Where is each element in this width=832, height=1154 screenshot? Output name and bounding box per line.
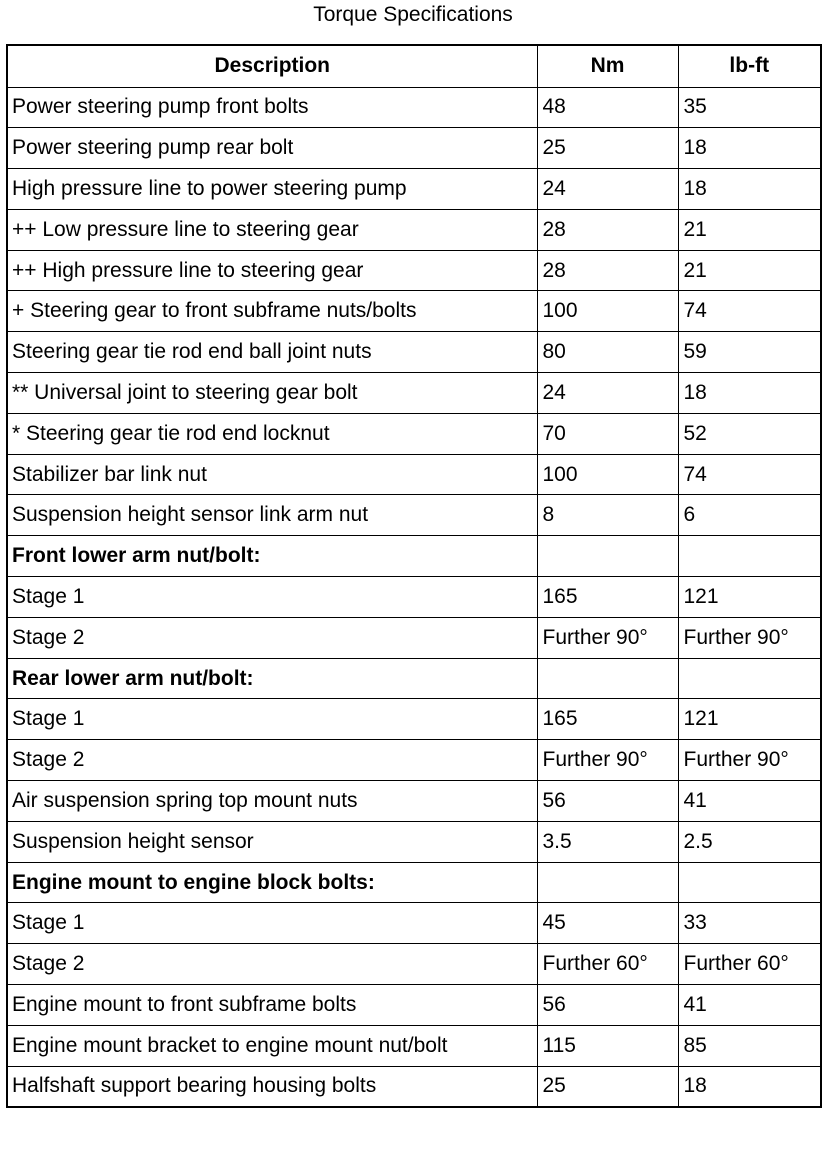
nm-cell: 3.5 <box>537 821 678 862</box>
lbft-cell: 121 <box>678 699 821 740</box>
table-row <box>7 1066 821 1107</box>
table-row <box>7 291 821 332</box>
description-cell: Stage 2 <box>7 740 537 781</box>
table-row <box>7 781 821 822</box>
table-row <box>7 332 821 373</box>
nm-cell: 100 <box>537 291 678 332</box>
nm-cell: 24 <box>537 169 678 210</box>
table-row <box>7 821 821 862</box>
nm-cell: Further 90° <box>537 740 678 781</box>
lbft-cell <box>678 862 821 903</box>
lbft-cell: 35 <box>678 87 821 128</box>
description-cell: Stage 1 <box>7 699 537 740</box>
column-header-nm: Nm <box>537 45 678 87</box>
table-row <box>7 373 821 414</box>
nm-cell: 70 <box>537 413 678 454</box>
nm-cell <box>537 862 678 903</box>
torque-spec-table <box>6 44 822 1108</box>
lbft-cell: Further 60° <box>678 944 821 985</box>
lbft-cell: 21 <box>678 209 821 250</box>
description-cell: High pressure line to power steering pump <box>7 169 537 210</box>
description-cell: Suspension height sensor link arm nut <box>7 495 537 536</box>
nm-cell: 24 <box>537 373 678 414</box>
nm-cell: 48 <box>537 87 678 128</box>
table-title: Torque Specifications <box>313 3 513 26</box>
description-cell: Power steering pump rear bolt <box>7 128 537 169</box>
nm-cell: 56 <box>537 781 678 822</box>
lbft-cell: 21 <box>678 250 821 291</box>
table-row <box>7 903 821 944</box>
table-row <box>7 128 821 169</box>
description-cell: Stage 1 <box>7 903 537 944</box>
nm-cell: 115 <box>537 1025 678 1066</box>
description-cell: ** Universal joint to steering gear bolt <box>7 373 537 414</box>
lbft-cell: Further 90° <box>678 740 821 781</box>
description-cell: Power steering pump front bolts <box>7 87 537 128</box>
nm-cell: 165 <box>537 699 678 740</box>
nm-cell: 28 <box>537 250 678 291</box>
description-cell: Engine mount bracket to engine mount nut/bolt <box>7 1025 537 1066</box>
nm-cell <box>537 536 678 577</box>
nm-cell: 45 <box>537 903 678 944</box>
table-body <box>7 87 821 1107</box>
nm-cell: Further 60° <box>537 944 678 985</box>
table-row <box>7 617 821 658</box>
table-row <box>7 209 821 250</box>
nm-cell: 25 <box>537 1066 678 1107</box>
description-cell: Suspension height sensor <box>7 821 537 862</box>
table-row <box>7 87 821 128</box>
description-cell: Halfshaft support bearing housing bolts <box>7 1066 537 1107</box>
nm-cell: 28 <box>537 209 678 250</box>
nm-cell: 165 <box>537 577 678 618</box>
lbft-cell: 121 <box>678 577 821 618</box>
table-row <box>7 454 821 495</box>
description-cell: Engine mount to front subframe bolts <box>7 985 537 1026</box>
section-title-cell: Rear lower arm nut/bolt: <box>7 658 537 699</box>
nm-cell: 8 <box>537 495 678 536</box>
lbft-cell: 74 <box>678 454 821 495</box>
description-cell: Stage 2 <box>7 617 537 658</box>
table-row <box>7 495 821 536</box>
nm-cell: 25 <box>537 128 678 169</box>
lbft-cell: 18 <box>678 373 821 414</box>
lbft-cell: Further 90° <box>678 617 821 658</box>
table-row <box>7 250 821 291</box>
description-cell: Air suspension spring top mount nuts <box>7 781 537 822</box>
lbft-cell: 74 <box>678 291 821 332</box>
nm-cell <box>537 658 678 699</box>
table-row <box>7 985 821 1026</box>
table-row <box>7 944 821 985</box>
lbft-cell: 41 <box>678 781 821 822</box>
lbft-cell: 52 <box>678 413 821 454</box>
lbft-cell: 33 <box>678 903 821 944</box>
table-row <box>7 1025 821 1066</box>
lbft-cell <box>678 536 821 577</box>
section-header-row <box>7 658 821 699</box>
description-cell: + Steering gear to front subframe nuts/bolts <box>7 291 537 332</box>
description-cell: Stage 1 <box>7 577 537 618</box>
description-cell: Stabilizer bar link nut <box>7 454 537 495</box>
table-row <box>7 699 821 740</box>
column-header-lbft: lb-ft <box>678 45 821 87</box>
table-row <box>7 740 821 781</box>
column-header-description: Description <box>7 45 537 87</box>
description-cell: * Steering gear tie rod end locknut <box>7 413 537 454</box>
table-row <box>7 413 821 454</box>
nm-cell: 80 <box>537 332 678 373</box>
lbft-cell: 18 <box>678 1066 821 1107</box>
section-header-row <box>7 862 821 903</box>
description-cell: ++ Low pressure line to steering gear <box>7 209 537 250</box>
lbft-cell: 18 <box>678 169 821 210</box>
section-title-cell: Engine mount to engine block bolts: <box>7 862 537 903</box>
lbft-cell: 2.5 <box>678 821 821 862</box>
section-header-row <box>7 536 821 577</box>
lbft-cell <box>678 658 821 699</box>
nm-cell: 100 <box>537 454 678 495</box>
description-cell: Steering gear tie rod end ball joint nuts <box>7 332 537 373</box>
section-title-cell: Front lower arm nut/bolt: <box>7 536 537 577</box>
header-row <box>7 45 821 87</box>
lbft-cell: 6 <box>678 495 821 536</box>
lbft-cell: 85 <box>678 1025 821 1066</box>
nm-cell: Further 90° <box>537 617 678 658</box>
nm-cell: 56 <box>537 985 678 1026</box>
table-row <box>7 577 821 618</box>
lbft-cell: 59 <box>678 332 821 373</box>
lbft-cell: 18 <box>678 128 821 169</box>
table-row <box>7 169 821 210</box>
description-cell: ++ High pressure line to steering gear <box>7 250 537 291</box>
description-cell: Stage 2 <box>7 944 537 985</box>
lbft-cell: 41 <box>678 985 821 1026</box>
